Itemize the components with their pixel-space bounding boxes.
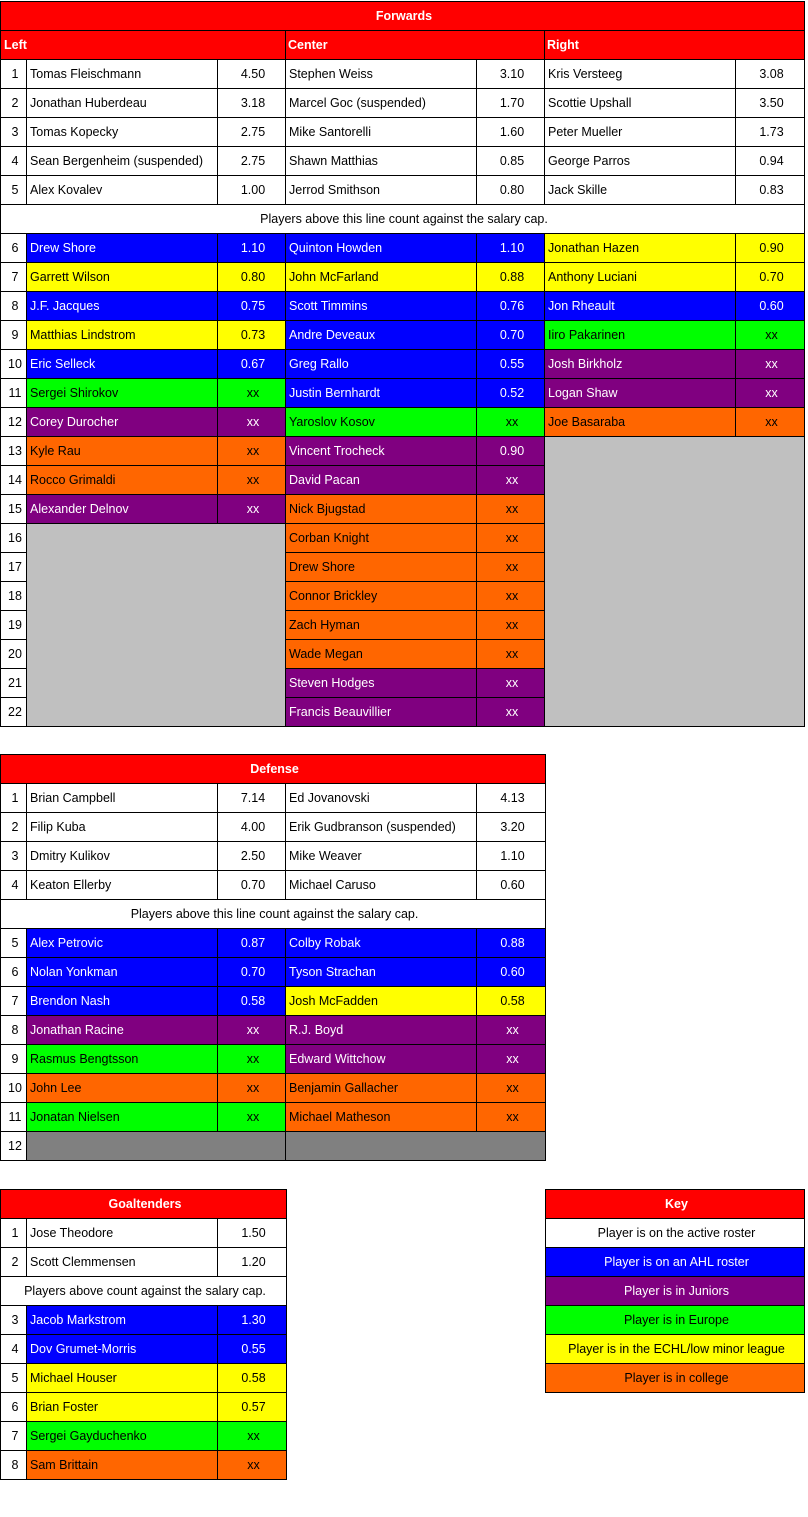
row-number: 7	[1, 1422, 27, 1451]
row-number: 3	[1, 118, 27, 147]
center-player-name: John McFarland	[286, 263, 477, 292]
left-player-name: Matthias Lindstrom	[27, 321, 218, 350]
table-row	[1, 813, 546, 842]
key-item-eur: Player is in Europe	[546, 1306, 805, 1335]
right-player-name: Anthony Luciani	[545, 263, 736, 292]
key-title: Key	[546, 1190, 805, 1219]
left-player-salary: xx	[218, 495, 286, 524]
left-player-name: Jonathan Racine	[27, 1016, 218, 1045]
table-row	[1, 958, 546, 987]
center-player-salary: 0.55	[477, 350, 545, 379]
table-row	[1, 321, 805, 350]
table-row	[1, 1103, 546, 1132]
left-player-name: Tomas Fleischmann	[27, 60, 218, 89]
center-player-name: Stephen Weiss	[286, 60, 477, 89]
goalie-player-salary: 1.50	[218, 1219, 287, 1248]
key-row	[546, 1364, 805, 1393]
row-number: 8	[1, 292, 27, 321]
goalie-player-name: Michael Houser	[27, 1364, 218, 1393]
key-row	[546, 1306, 805, 1335]
row-number: 4	[1, 1335, 27, 1364]
row-number: 6	[1, 958, 27, 987]
left-player-salary: xx	[218, 1045, 286, 1074]
table-row	[1, 987, 546, 1016]
right-player-name: Scottie Upshall	[545, 89, 736, 118]
left-player-name: Alex Kovalev	[27, 176, 218, 205]
key-row	[546, 1248, 805, 1277]
right-player-salary: xx	[477, 1045, 546, 1074]
row-number: 7	[1, 263, 27, 292]
right-player-salary: 0.60	[736, 292, 805, 321]
right-player-salary: 0.70	[736, 263, 805, 292]
row-number: 1	[1, 784, 27, 813]
row-number: 8	[1, 1451, 27, 1480]
cap-line-row	[1, 900, 546, 929]
cap-line-row	[1, 205, 805, 234]
right-player-name: Erik Gudbranson (suspended)	[286, 813, 477, 842]
row-number: 21	[1, 669, 27, 698]
center-player-salary: 0.80	[477, 176, 545, 205]
center-player-salary: xx	[477, 495, 545, 524]
right-empty-cell	[545, 437, 805, 727]
row-number: 2	[1, 89, 27, 118]
left-player-salary: 0.70	[218, 871, 286, 900]
left-player-salary: 0.87	[218, 929, 286, 958]
center-player-name: Francis Beauvillier	[286, 698, 477, 727]
row-number: 18	[1, 582, 27, 611]
goalie-player-name: Dov Grumet-Morris	[27, 1335, 218, 1364]
right-player-salary: 3.50	[736, 89, 805, 118]
table-row	[1, 89, 805, 118]
left-player-salary: 2.75	[218, 147, 286, 176]
center-player-salary: xx	[477, 640, 545, 669]
table-row	[1, 871, 546, 900]
right-player-salary: 0.60	[477, 871, 546, 900]
goalie-player-name: Sergei Gayduchenko	[27, 1422, 218, 1451]
table-row	[1, 1364, 287, 1393]
left-empty-cell	[27, 524, 286, 727]
goalie-player-salary: 0.57	[218, 1393, 287, 1422]
center-player-name: Marcel Goc (suspended)	[286, 89, 477, 118]
center-player-name: Corban Knight	[286, 524, 477, 553]
left-player-salary: 3.18	[218, 89, 286, 118]
table-row	[1, 1306, 287, 1335]
center-player-name: Justin Bernhardt	[286, 379, 477, 408]
right-player-salary: xx	[736, 350, 805, 379]
cap-line-note: Players above count against the salary cap.	[1, 1277, 287, 1306]
center-player-name: Shawn Matthias	[286, 147, 477, 176]
center-player-name: Vincent Trocheck	[286, 437, 477, 466]
row-number: 13	[1, 437, 27, 466]
row-number: 12	[1, 1132, 27, 1161]
center-player-salary: 0.88	[477, 263, 545, 292]
left-player-salary: 2.50	[218, 842, 286, 871]
left-player-name: Garrett Wilson	[27, 263, 218, 292]
key-row	[546, 1335, 805, 1364]
left-player-salary: xx	[218, 437, 286, 466]
center-player-name: David Pacan	[286, 466, 477, 495]
row-number: 2	[1, 1248, 27, 1277]
left-player-salary: 0.70	[218, 958, 286, 987]
right-player-salary: 1.10	[477, 842, 546, 871]
right-player-salary: 0.60	[477, 958, 546, 987]
center-player-salary: 0.90	[477, 437, 545, 466]
left-player-salary: 0.67	[218, 350, 286, 379]
right-player-name: Kris Versteeg	[545, 60, 736, 89]
left-empty-cell	[27, 1132, 286, 1161]
center-player-name: Steven Hodges	[286, 669, 477, 698]
right-player-salary: xx	[477, 1016, 546, 1045]
left-player-salary: xx	[218, 379, 286, 408]
center-player-salary: xx	[477, 408, 545, 437]
right-player-name: Jack Skille	[545, 176, 736, 205]
table-row	[1, 350, 805, 379]
right-player-salary: xx	[477, 1103, 546, 1132]
left-player-salary: xx	[218, 408, 286, 437]
center-player-name: Drew Shore	[286, 553, 477, 582]
right-player-name: Colby Robak	[286, 929, 477, 958]
right-player-salary: 0.88	[477, 929, 546, 958]
left-player-name: Drew Shore	[27, 234, 218, 263]
row-number: 9	[1, 1045, 27, 1074]
goalie-player-name: Brian Foster	[27, 1393, 218, 1422]
row-number: 17	[1, 553, 27, 582]
table-row	[1, 1132, 546, 1161]
table-row	[1, 118, 805, 147]
table-row	[1, 1393, 287, 1422]
left-player-salary: 0.75	[218, 292, 286, 321]
goalie-player-name: Jacob Markstrom	[27, 1306, 218, 1335]
center-player-salary: xx	[477, 698, 545, 727]
left-player-name: Rocco Grimaldi	[27, 466, 218, 495]
table-row	[1, 1451, 287, 1480]
center-player-salary: 1.70	[477, 89, 545, 118]
right-player-name: Joe Basaraba	[545, 408, 736, 437]
key-item-jun: Player is in Juniors	[546, 1277, 805, 1306]
center-player-name: Yaroslov Kosov	[286, 408, 477, 437]
table-row	[1, 1422, 287, 1451]
right-player-name: Josh McFadden	[286, 987, 477, 1016]
row-number: 9	[1, 321, 27, 350]
row-number: 5	[1, 176, 27, 205]
row-number: 15	[1, 495, 27, 524]
table-row	[1, 379, 805, 408]
left-player-salary: 7.14	[218, 784, 286, 813]
center-player-name: Nick Bjugstad	[286, 495, 477, 524]
row-number: 3	[1, 842, 27, 871]
table-row	[1, 842, 546, 871]
goalie-player-salary: 1.30	[218, 1306, 287, 1335]
goalie-player-salary: 1.20	[218, 1248, 287, 1277]
defense-table	[0, 754, 546, 1161]
table-row	[1, 437, 805, 466]
row-number: 14	[1, 466, 27, 495]
cap-line-row	[1, 1277, 287, 1306]
right-player-name: Iiro Pakarinen	[545, 321, 736, 350]
center-player-salary: 0.85	[477, 147, 545, 176]
center-player-salary: xx	[477, 611, 545, 640]
center-player-name: Greg Rallo	[286, 350, 477, 379]
center-player-salary: 0.70	[477, 321, 545, 350]
left-player-name: Tomas Kopecky	[27, 118, 218, 147]
right-player-salary: 3.20	[477, 813, 546, 842]
left-player-name: Kyle Rau	[27, 437, 218, 466]
goalie-player-salary: xx	[218, 1451, 287, 1480]
key-row	[546, 1219, 805, 1248]
right-player-name: Benjamin Gallacher	[286, 1074, 477, 1103]
center-player-salary: xx	[477, 582, 545, 611]
goalie-player-name: Scott Clemmensen	[27, 1248, 218, 1277]
row-number: 6	[1, 234, 27, 263]
right-player-salary: 1.73	[736, 118, 805, 147]
table-row	[1, 1045, 546, 1074]
right-player-name: Jon Rheault	[545, 292, 736, 321]
row-number: 16	[1, 524, 27, 553]
row-number: 2	[1, 813, 27, 842]
right-player-name: Tyson Strachan	[286, 958, 477, 987]
center-player-salary: 1.10	[477, 234, 545, 263]
key-item-col: Player is in college	[546, 1364, 805, 1393]
row-number: 12	[1, 408, 27, 437]
left-player-name: Jonathan Huberdeau	[27, 89, 218, 118]
center-player-salary: xx	[477, 466, 545, 495]
left-player-name: J.F. Jacques	[27, 292, 218, 321]
center-player-salary: 1.60	[477, 118, 545, 147]
right-player-name: George Parros	[545, 147, 736, 176]
row-number: 4	[1, 147, 27, 176]
center-player-name: Scott Timmins	[286, 292, 477, 321]
left-player-salary: 1.00	[218, 176, 286, 205]
table-row	[1, 147, 805, 176]
left-player-salary: 4.00	[218, 813, 286, 842]
goalie-player-name: Sam Brittain	[27, 1451, 218, 1480]
right-header: Right	[545, 31, 805, 60]
table-row	[1, 1219, 287, 1248]
key-item-roster: Player is on the active roster	[546, 1219, 805, 1248]
left-player-salary: xx	[218, 1074, 286, 1103]
table-row	[1, 1335, 287, 1364]
row-number: 1	[1, 60, 27, 89]
center-player-name: Jerrod Smithson	[286, 176, 477, 205]
center-player-salary: 0.52	[477, 379, 545, 408]
left-player-name: Alexander Delnov	[27, 495, 218, 524]
center-player-name: Andre Deveaux	[286, 321, 477, 350]
right-player-salary: xx	[736, 321, 805, 350]
left-player-name: Nolan Yonkman	[27, 958, 218, 987]
table-row	[1, 234, 805, 263]
center-player-name: Mike Santorelli	[286, 118, 477, 147]
right-player-name: Mike Weaver	[286, 842, 477, 871]
left-player-name: Filip Kuba	[27, 813, 218, 842]
right-player-name: Edward Wittchow	[286, 1045, 477, 1074]
table-row	[1, 176, 805, 205]
left-player-salary: 1.10	[218, 234, 286, 263]
row-number: 4	[1, 871, 27, 900]
left-player-name: John Lee	[27, 1074, 218, 1103]
right-player-salary: 0.58	[477, 987, 546, 1016]
row-number: 8	[1, 1016, 27, 1045]
row-number: 22	[1, 698, 27, 727]
row-number: 7	[1, 987, 27, 1016]
right-empty-cell	[286, 1132, 546, 1161]
right-player-salary: 0.90	[736, 234, 805, 263]
center-player-salary: xx	[477, 524, 545, 553]
right-player-name: Ed Jovanovski	[286, 784, 477, 813]
table-row	[1, 1074, 546, 1103]
left-player-salary: 2.75	[218, 118, 286, 147]
key-row	[546, 1277, 805, 1306]
right-player-name: Michael Caruso	[286, 871, 477, 900]
center-player-salary: 0.76	[477, 292, 545, 321]
table-row	[1, 408, 805, 437]
forwards-title: Forwards	[1, 2, 805, 31]
center-player-salary: xx	[477, 553, 545, 582]
defense-title: Defense	[1, 755, 546, 784]
row-number: 6	[1, 1393, 27, 1422]
right-player-salary: 0.94	[736, 147, 805, 176]
key-item-ahl: Player is on an AHL roster	[546, 1248, 805, 1277]
left-player-name: Brian Campbell	[27, 784, 218, 813]
center-player-salary: xx	[477, 669, 545, 698]
row-number: 3	[1, 1306, 27, 1335]
goalie-player-salary: 0.55	[218, 1335, 287, 1364]
goaltenders-title: Goaltenders	[1, 1190, 287, 1219]
table-row	[1, 60, 805, 89]
left-player-name: Sean Bergenheim (suspended)	[27, 147, 218, 176]
table-row	[1, 1016, 546, 1045]
right-player-salary: xx	[736, 408, 805, 437]
center-player-name: Connor Brickley	[286, 582, 477, 611]
key-table	[545, 1189, 805, 1393]
left-player-name: Brendon Nash	[27, 987, 218, 1016]
right-player-name: Michael Matheson	[286, 1103, 477, 1132]
right-player-name: Logan Shaw	[545, 379, 736, 408]
left-header: Left	[1, 31, 286, 60]
row-number: 10	[1, 1074, 27, 1103]
left-player-name: Corey Durocher	[27, 408, 218, 437]
left-player-name: Eric Selleck	[27, 350, 218, 379]
table-row	[1, 263, 805, 292]
left-player-salary: xx	[218, 1016, 286, 1045]
left-player-name: Jonatan Nielsen	[27, 1103, 218, 1132]
left-player-salary: 0.73	[218, 321, 286, 350]
left-player-name: Sergei Shirokov	[27, 379, 218, 408]
right-player-salary: 3.08	[736, 60, 805, 89]
center-header: Center	[286, 31, 545, 60]
table-row	[1, 929, 546, 958]
cap-line-note: Players above this line count against the salary cap.	[1, 205, 805, 234]
center-player-salary: 3.10	[477, 60, 545, 89]
right-player-name: Josh Birkholz	[545, 350, 736, 379]
row-number: 11	[1, 379, 27, 408]
center-player-name: Quinton Howden	[286, 234, 477, 263]
table-row	[1, 784, 546, 813]
left-player-salary: 4.50	[218, 60, 286, 89]
row-number: 11	[1, 1103, 27, 1132]
table-row	[1, 1248, 287, 1277]
left-player-salary: xx	[218, 466, 286, 495]
left-player-name: Rasmus Bengtsson	[27, 1045, 218, 1074]
right-player-salary: 0.83	[736, 176, 805, 205]
goalie-player-salary: xx	[218, 1422, 287, 1451]
center-player-name: Wade Megan	[286, 640, 477, 669]
goaltenders-table	[0, 1189, 287, 1480]
right-player-name: R.J. Boyd	[286, 1016, 477, 1045]
table-row	[1, 292, 805, 321]
left-player-salary: xx	[218, 1103, 286, 1132]
cap-line-note: Players above this line count against the salary cap.	[1, 900, 546, 929]
goalie-player-name: Jose Theodore	[27, 1219, 218, 1248]
right-player-salary: 4.13	[477, 784, 546, 813]
right-player-name: Jonathan Hazen	[545, 234, 736, 263]
row-number: 5	[1, 929, 27, 958]
left-player-name: Keaton Ellerby	[27, 871, 218, 900]
right-player-salary: xx	[477, 1074, 546, 1103]
forwards-table	[0, 1, 805, 727]
row-number: 1	[1, 1219, 27, 1248]
left-player-salary: 0.58	[218, 987, 286, 1016]
right-player-salary: xx	[736, 379, 805, 408]
left-player-name: Dmitry Kulikov	[27, 842, 218, 871]
row-number: 5	[1, 1364, 27, 1393]
row-number: 10	[1, 350, 27, 379]
goalie-player-salary: 0.58	[218, 1364, 287, 1393]
center-player-name: Zach Hyman	[286, 611, 477, 640]
left-player-salary: 0.80	[218, 263, 286, 292]
row-number: 19	[1, 611, 27, 640]
key-item-echl: Player is in the ECHL/low minor league	[546, 1335, 805, 1364]
left-player-name: Alex Petrovic	[27, 929, 218, 958]
row-number: 20	[1, 640, 27, 669]
right-player-name: Peter Mueller	[545, 118, 736, 147]
